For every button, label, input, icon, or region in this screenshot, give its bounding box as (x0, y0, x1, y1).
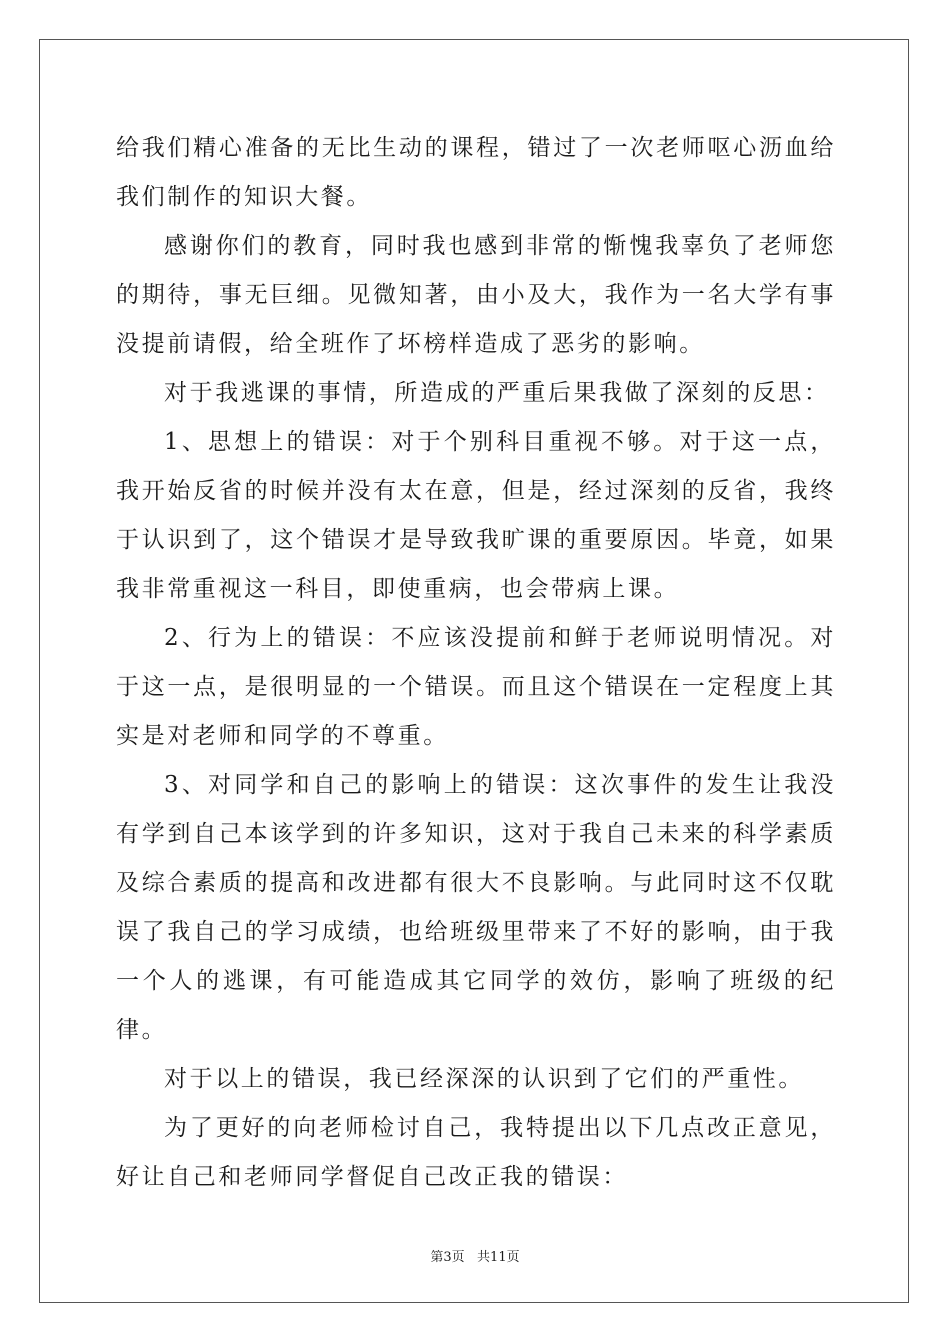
page-number-footer: 第3页 共11页 (430, 1250, 520, 1265)
paragraph: 感谢你们的教育，同时我也感到非常的惭愧我辜负了老师您的期待，事无巨细。见微知著，由小及大，我作为一名大学有事没提前请假，给全班作了坏榜样造成了恶劣的影响。 (116, 233, 836, 357)
paragraph: 给我们精心准备的无比生动的课程，错过了一次老师呕心沥血给我们制作的知识大餐。 (116, 135, 836, 210)
paragraph: 为了更好的向老师检讨自己，我特提出以下几点改正意见，好让自己和老师同学督促自己改正我的错误： (116, 1115, 836, 1190)
document-body (116, 124, 836, 1202)
paragraph: 2、行为上的错误：不应该没提前和鲜于老师说明情况。对于这一点，是很明显的一个错误。而且这个错误在一定程度上其实是对老师和同学的不尊重。 (116, 625, 836, 749)
paragraph: 对于以上的错误，我已经深深的认识到了它们的严重性。 (164, 1066, 804, 1092)
paragraph: 3、对同学和自己的影响上的错误：这次事件的发生让我没有学到自己本该学到的许多知识，这对于我自己未来的科学素质及综合素质的提高和改进都有很大不良影响。与此同时这不仅耽误了我自己的学习成绩，也给班级里带来了不好的影响，由于我一个人的逃课，有可能造成其它同学的效仿，影响了班级的纪律。 (116, 772, 836, 1043)
paragraph: 1、思想上的错误：对于个别科目重视不够。对于这一点，我开始反省的时候并没有太在意，但是，经过深刻的反省，我终于认识到了，这个错误才是导致我旷课的重要原因。毕竟，如果我非常重视这一科目，即使重病，也会带病上课。 (116, 429, 836, 602)
paragraph: 对于我逃课的事情，所造成的严重后果我做了深刻的反思： (164, 380, 830, 406)
